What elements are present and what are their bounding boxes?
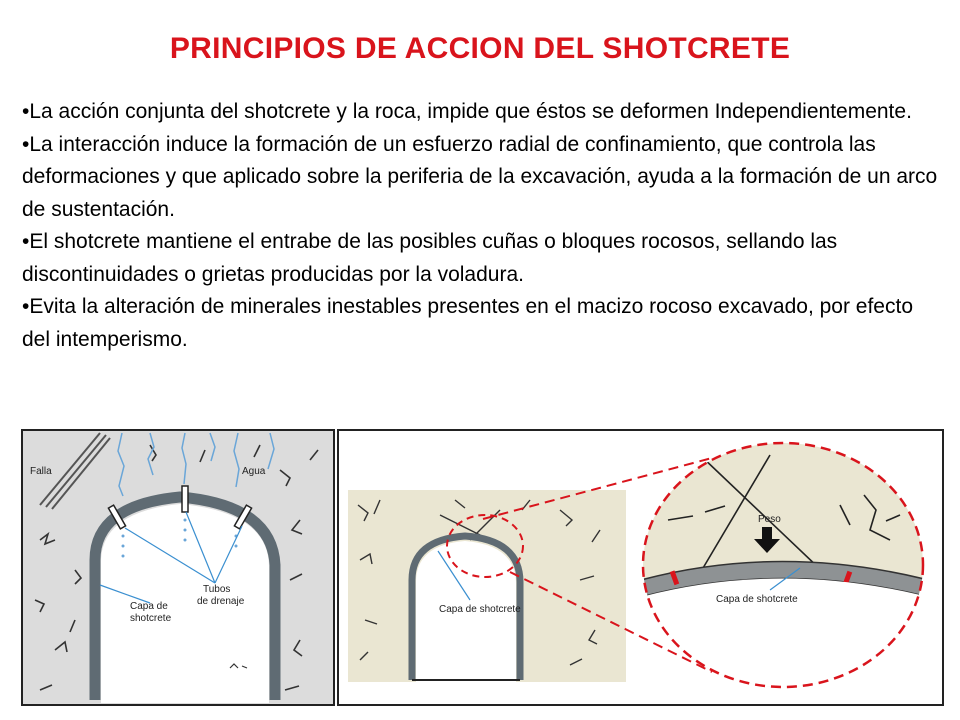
label-agua: Agua bbox=[242, 466, 266, 477]
label-peso: Peso bbox=[758, 514, 781, 525]
label-falla: Falla bbox=[30, 466, 52, 477]
label-capa-2: shotcrete bbox=[130, 613, 172, 624]
bullet-item: •La interacción induce la formación de un esfuerzo radial de confinamiento, que controla las deformaciones y que aplicado sobre la periferia de la excavación, ayuda a la formación de un arco de sustentación. bbox=[22, 132, 938, 221]
label-capa-shotcrete: Capa de shotcrete bbox=[439, 604, 521, 615]
bullet-item: •El shotcrete mantiene el entrabe de las posibles cuñas o bloques rocosos, sellando las discontinuidades o grietas producidas por la voladura. bbox=[22, 230, 838, 286]
tunnel-drainage-figure bbox=[22, 430, 334, 705]
bullet-item: •Evita la alteración de minerales inestables presentes en el macizo rocoso excavado, por efecto del intemperismo. bbox=[22, 295, 914, 351]
label-tubos: Tubos bbox=[203, 584, 231, 595]
label-capa-shotcrete-zoom: Capa de shotcrete bbox=[716, 594, 798, 605]
page-title: PRINCIPIOS DE ACCION DEL SHOTCRETE bbox=[169, 32, 791, 65]
bullet-item: •La acción conjunta del shotcrete y la roca, impide que éstos se deformen Independientemente. bbox=[22, 100, 912, 123]
label-capa: Capa de bbox=[130, 601, 168, 612]
label-tubos-2: de drenaje bbox=[197, 596, 245, 607]
shotcrete-arch-figure bbox=[338, 430, 943, 705]
